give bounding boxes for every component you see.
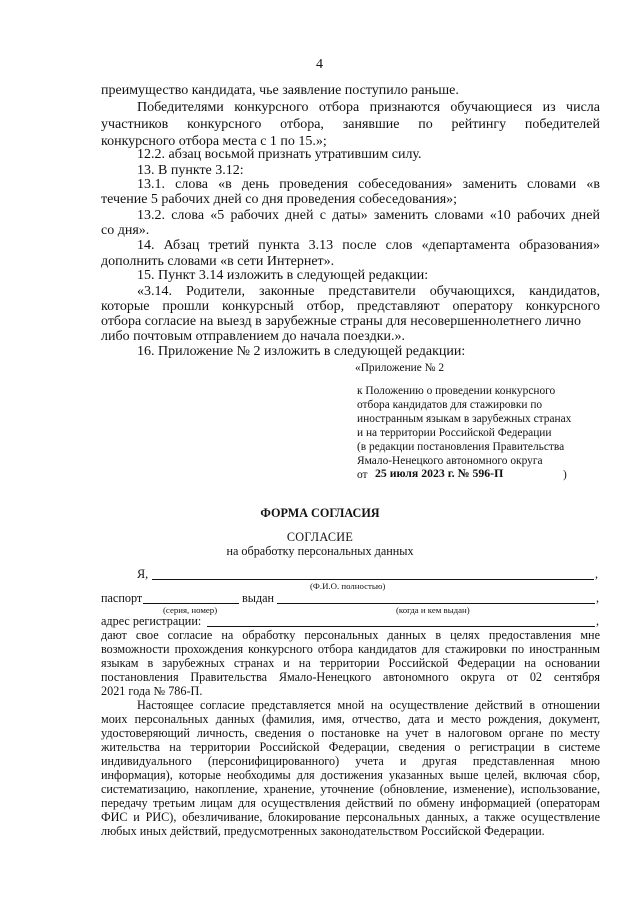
body-line: дополнить словами «в сети Интернет».: [101, 254, 335, 269]
address-input[interactable]: [207, 626, 595, 627]
consent-line: информация), которые необходимы для достижения указанных выше целей, включая сбор,: [101, 768, 600, 782]
body-line: со дня».: [101, 223, 150, 238]
body-line: участников конкурсного отбора, занявшие по рейтингу победителей: [101, 117, 600, 132]
fio-comma: ,: [595, 567, 599, 581]
body-line: 16. Приложение № 2 изложить в следующей редакции:: [137, 344, 466, 359]
appendix-from: от: [357, 469, 368, 481]
passport-number-input[interactable]: [143, 603, 239, 604]
body-line: «3.14. Родители, законные представители обучающихся, кандидатов,: [137, 284, 600, 299]
body-line: 12.2. абзац восьмой признать утратившим силу.: [137, 147, 422, 162]
consent-line: возможности прохождения конкурсного отбора кандидатов для стажировки по иностранным: [101, 642, 600, 656]
body-line: 13.1. слова «в день проведения собеседования» заменить словами «в: [137, 177, 600, 192]
appendix-line: к Положению о проведении конкурсного: [357, 385, 556, 397]
body-line: которые прошли конкурсный отбор, представляют оператору конкурсного: [101, 299, 600, 314]
body-line: 14. Абзац третий пункта 3.13 после слов «департамента образования»: [137, 238, 600, 253]
consent-line: индивидуального (персонифицированного) учета и другая представленная мною: [101, 754, 600, 768]
body-line: преимущество кандидата, чье заявление поступило раньше.: [101, 83, 459, 98]
consent-line: моих персональных данных (фамилия, имя, отчество, дата и место рождения, документ,: [101, 712, 600, 726]
consent-line: языкам в зарубежных странах и на территории Российской Федерации на основании: [101, 656, 600, 670]
body-line: течение 5 рабочих дней со дня проведения собеседования»;: [101, 192, 458, 207]
consent-title: СОГЛАСИЕ: [286, 530, 354, 544]
consent-line: ФИС и РИС), обезличивание, блокирование персональных данных, а также осуществление: [101, 810, 600, 824]
fio-caption: (Ф.И.О. полностью): [310, 581, 386, 591]
consent-line: 2021 года № 786-П.: [101, 684, 203, 698]
consent-line: Настоящее согласие представляется мной на осуществление действий в отношении: [137, 698, 600, 712]
appendix-line: иностранным языкам в зарубежных странах: [357, 413, 572, 425]
appendix-close-paren: ): [563, 469, 567, 481]
consent-line: постановления Правительства Ямало-Ненецкого автономного округа от 02 сентября: [101, 670, 600, 684]
issued-input[interactable]: [277, 603, 595, 604]
body-line: 13.2. слова «5 рабочих дней с даты» заменить словами «10 рабочих дней: [137, 208, 600, 223]
consent-line: жительства на территории Российской Федерации, сведения о регистрации в системе: [101, 740, 600, 754]
appendix-line: отбора кандидатов для стажировки по: [357, 399, 543, 411]
body-line: отбора согласие на выезд в зарубежные страны для несовершеннолетнего лично: [101, 314, 581, 329]
appendix-title: «Приложение № 2: [355, 362, 445, 374]
issued-comma: ,: [596, 591, 600, 605]
consent-line: систематизацию, накопление, хранение, уточнение (обновление, изменение), использование,: [101, 782, 600, 796]
body-line: конкурсного отбора места с 1 по 15.»;: [101, 134, 327, 149]
fio-input[interactable]: [152, 579, 594, 580]
body-line: 15. Пункт 3.14 изложить в следующей редакции:: [137, 268, 429, 283]
issued-caption: (когда и кем выдан): [396, 605, 470, 615]
appendix-line: и на территории Российской Федерации: [357, 427, 552, 439]
body-line: 13. В пункте 3.12:: [137, 163, 244, 178]
page-number: 4: [316, 57, 323, 72]
i-label: Я,: [137, 567, 149, 581]
consent-line: передачу третьим лицам для осуществления действий по обмену информацией (операторам: [101, 796, 600, 810]
body-line: либо почтовым отправлением до начала поездки.».: [101, 329, 405, 344]
consent-line: дают свое согласие на обработку персональных данных в целях предоставления мне: [101, 628, 600, 642]
appendix-date: 25 июля 2023 г. № 596-П: [375, 466, 504, 480]
form-heading: ФОРМА СОГЛАСИЯ: [260, 506, 380, 520]
appendix-line: (в редакции постановления Правительства: [357, 441, 565, 453]
issued-label: выдан: [242, 591, 275, 605]
address-comma: ,: [596, 614, 600, 628]
consent-line: любых иных действий, предусмотренных законодательством Российской Федерации.: [101, 824, 545, 838]
body-line: Победителями конкурсного отбора признаются обучающиеся из числа: [137, 100, 600, 115]
passport-label: паспорт: [101, 591, 143, 605]
consent-line: удостоверяющий личность, сведения о постановке на учет в налоговом органе по месту: [101, 726, 600, 740]
appendix-line: Ямало-Ненецкого автономного округа: [357, 455, 543, 467]
series-caption: (серия, номер): [163, 605, 218, 615]
address-label: адрес регистрации:: [101, 614, 202, 628]
consent-subtitle: на обработку персональных данных: [226, 544, 414, 558]
